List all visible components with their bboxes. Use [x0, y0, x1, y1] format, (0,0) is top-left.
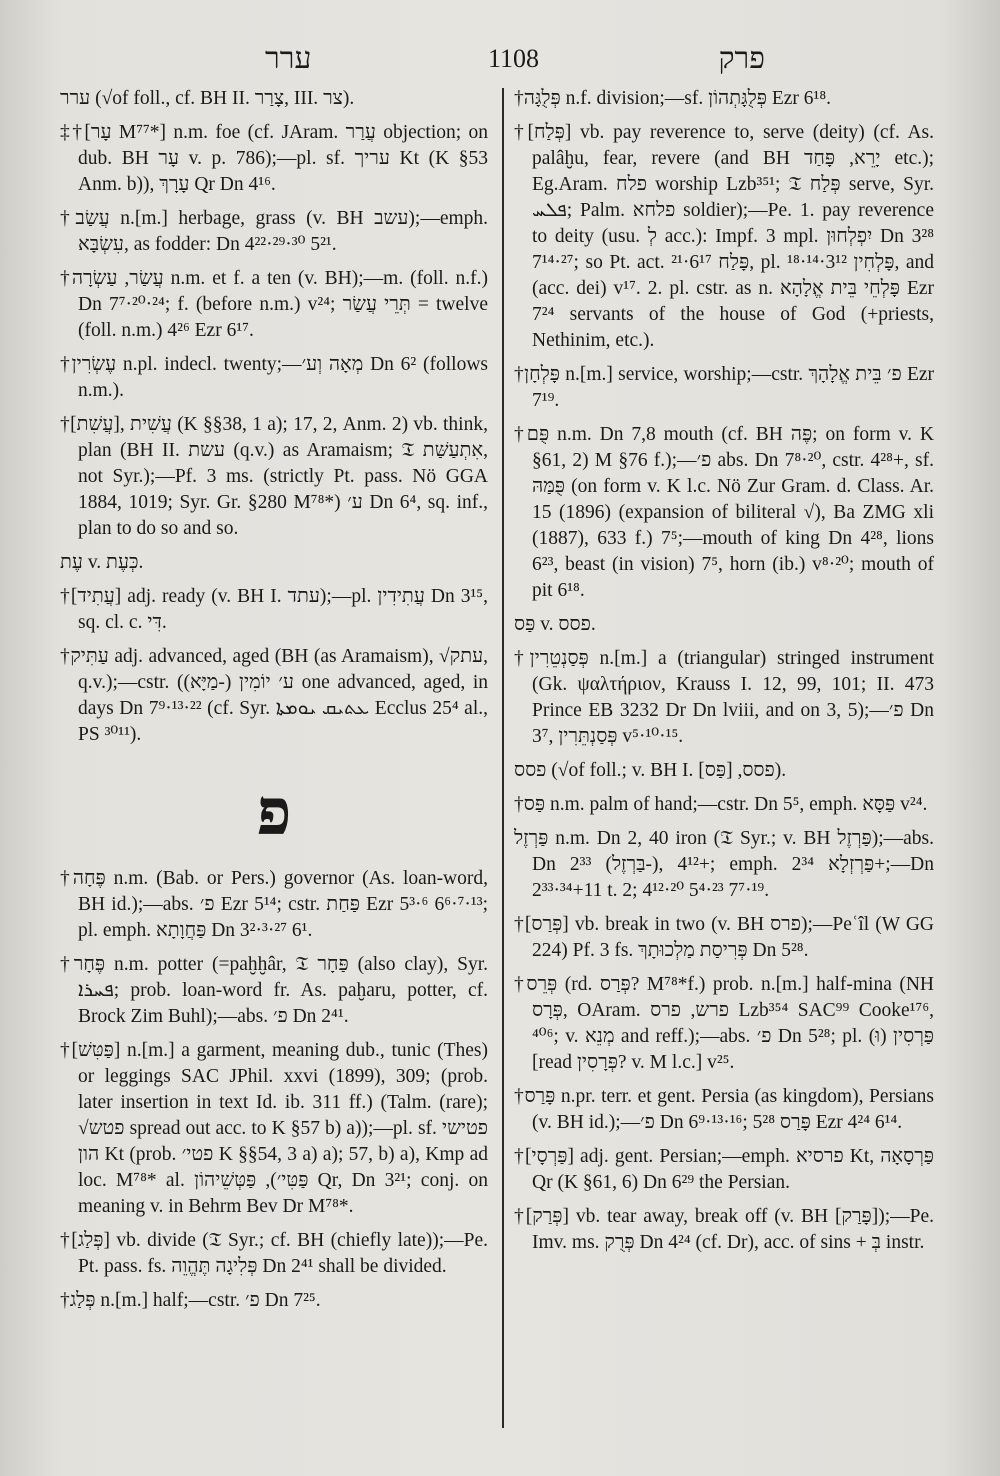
entry: פַּס v. פסס. [514, 614, 596, 635]
page-number: 1108 [488, 44, 540, 73]
header-right-word: פרק [718, 42, 765, 75]
entry: †פְּלַג n.[m.] half;—cstr. פ׳ Dn 7²⁵. [60, 1290, 321, 1311]
entry: †פְּסַנְטֵרִין n.[m.] a (triangular) stringed instrument (Gk. ψαλτήριον, Krauss I. 12, 99, 101; II. 473 Prince EB 3232 Dr Dn lviii, and on 3, 5);—פ׳ Dn 3⁷, פְּסַנְתֵּרִין v⁵·¹⁰·¹⁵. [514, 648, 934, 747]
section-letter: פ [256, 777, 292, 848]
entry: עֶת v. כְּעֶת. [60, 552, 144, 573]
entry: †[פַּרְסָי] adj. gent. Persian;—emph. פרסיא Kt, פַּרְסָאָה Qr (K §61, 6) Dn 6²⁹ the Persian. [514, 1146, 934, 1193]
entry: †[פַּטִּשׁ] n.[m.] a garment, meaning dub., tunic (Thes) or leggings SAC JPhil. xxvi (1899), 309; (prob. later insertion in text Id. ib. 311 ff.) (Talm. (rare); √פטש spread out acc. to K §57 b) a));—pl. sf. פטישי הון Kt (prob. פטי׳ K §§54, 3 a) a); 57, b) a), Kmp ad loc. M⁷⁸* al. פַּטִּי׳), פַּטְּשֵׁיהוֹן Qr, Dn 3²¹; conj. on meaning v. in Behrm Bev Dr M⁷⁸*. [60, 1040, 488, 1217]
entry: †עֲשַׂב n.[m.] herbage, grass (v. BH עשב);—emph. עִשְׂבָּא, as fodder: Dn 4²²·²⁹·³⁰ 5²¹. [60, 208, 489, 255]
entry: †[עֲתִיד] adj. ready (v. BH I. עתד);—pl. עֲתִידִין Dn 3¹⁵, sq. cl. c. דִּי. [60, 586, 488, 633]
entry: †[פְּרַס] vb. break in two (v. BH פרס);—Peʿîl (W GG 224) Pf. 3 fs. פְּרִיסַת מַלְכוּתָךְ Dn 5²⁸. [514, 914, 935, 961]
entry: †פֶּחָה n.m. (Bab. or Pers.) governor (As. loan-word, BH id.);—abs. פ׳ Ezr 5¹⁴; cstr. פַּחַת Ezr 5³·⁶ 6⁶·⁷·¹³; pl. emph. פַּחֲוָתָא Dn 3²·³·²⁷ 6¹. [60, 868, 489, 941]
header-left-word: ערר [265, 42, 312, 75]
entry: †[פְּלַח] vb. pay reverence to, serve (deity) (cf. As. palâḫu, fear, revere (and BH יָרֵא, פָּחַד etc.); Eg.Aram. פלח worship Lzb³⁵¹; 𝔗 פְּלַח serve, Syr. ܦܠܚ; Palm. פלחא soldier);—Pe. 1. pay reverence to deity (usu. לְ acc.): Impf. 3 mpl. יִפְלְחוּן Dn 3²⁸ 7¹⁴·²⁷; so Pt. act. פָּלַח 6¹⁷·²¹, pl. פָּלְחִין 3¹²·¹⁴·¹⁸, and (acc. dei) v¹⁷. 2. pl. cstr. as n. פָּלְחֵי בֵּית אֱלָהָא Ezr 7²⁴ servants of the house of God (+priests, Nethinim, etc.). [514, 122, 935, 351]
entry: †פְּלֻגָּה n.f. division;—sf. פְּלֻגָּתְהוֹן Ezr 6¹⁸. [514, 88, 832, 109]
entry: פַּרְזֶל n.m. Dn 2, 40 iron (𝔗 Syr.; v. BH פַּרְזֶל);—abs. Dn 2³³ (בַּרְזֶל-), 4¹²+; emph. פַּרְזְלָא 2³⁴+;—Dn 2³³·³⁴+11 t. 2; 4¹²·²⁰ 5⁴·²³ 7⁷·¹⁹. [514, 828, 934, 901]
entry: †פָּלְחָן n.[m.] service, worship;—cstr. פ׳ בֵּית אֱלָהָךְ Ezr 7¹⁹. [514, 364, 934, 411]
page-header [60, 42, 940, 82]
entry: †פָּרַס n.pr. terr. et gent. Persia (as kingdom), Persians (v. BH id.);—פ׳ Dn 6⁹·¹³·¹⁶; פָּרַס 5²⁸ Ezr 4²⁴ 6¹⁴. [514, 1086, 935, 1133]
entry: †פַּס n.m. palm of hand;—cstr. Dn 5⁵, emph. פַּסָּא v²⁴. [514, 794, 928, 815]
entry: †עַתִּיק adj. advanced, aged (BH (as Aramaism), √עתק, q.v.);—cstr. (ע׳ יוֹמִין (-מַיָּא) one advanced, aged, in days Dn 7⁹·¹³·²² (cf. Syr. ܥܬܝܩ ܝܘܡܬܐ Ecclus 25⁴ al., PS ³⁰¹¹). [60, 646, 489, 745]
entry: †פְּרֵס (rd. פְּרַס? M⁷⁸*f.) prob. n.[m.] half-mina (NH פְּרָס, OAram. פרש, פרס Lzb³⁵⁴ SAC⁹⁹ Cooke¹⁷⁶, ⁴⁰⁶; v. מְנֵא and reff.);—abs. פ׳ Dn 5²⁸; pl. פַּרְסִין (וּ) [read פְּרָסִין? v. M l.c.] v²⁵. [514, 974, 935, 1073]
entry: †פֻּם n.m. Dn 7,8 mouth (cf. BH פֶּה; on form v. K §61, 2) M §76 f.);—פ׳ abs. Dn 7⁸·²⁰, cstr. 4²⁸+, sf. פֻּמַּהּ (on form v. K l.c. Nö Zur Gram. d. Class. Ar. 15 (1896) (expansion of biliteral √), Ba ZMG xli (1887), 633 f.) 7⁵;—mouth of king Dn 4²⁸, lions 6²³, beast (in vision) 7⁵, horn (ib.) v⁸·²⁰; mouth of pit 6¹⁸. [514, 424, 935, 601]
entry: †עֲשַׂר, עַשְׂרָה n.m. et f. a ten (v. BH);—m. (foll. n.f.) Dn 7⁷·²⁰·²⁴; f. (before n.m.) v²⁴; תְּרֵי עֲשַׂר = twelve (foll. n.m.) 4²⁶ Ezr 6¹⁷. [60, 268, 489, 341]
left-column [60, 86, 488, 1322]
entry: †עֶשְׂרִין n.pl. indecl. twenty;—מְאָה וְע׳ Dn 6² (follows n.m.). [60, 354, 488, 401]
column-divider [502, 88, 504, 1428]
entry: †[עֲשִׁת], עֲשִׁית (K §§38, 1 a); 17, 2, Anm. 2) vb. think, plan (BH II. עשת (q.v.) as Aramaism; 𝔗 אִתְעַשַּׁת, not Syr.);—Pf. 3 ms. (strictly Pt. pass. Nö GGA 1884, 1019; Syr. Gr. §280 M⁷⁸*) ע׳ Dn 6⁴, sq. inf., plan to do so and so. [60, 414, 488, 539]
entry: ‡†[עָר M⁷⁷*] n.m. foe (cf. JAram. עֲרַר objection; on dub. BH עָר v. p. 786);—pl. sf. עריך Kt (K §53 Anm. b)), עָרָךְ Qr Dn 4¹⁶. [60, 122, 489, 195]
right-column [514, 86, 934, 1264]
entry-root: ערר (√of foll., cf. BH II. צָרַר, III. צר). [60, 88, 355, 109]
entry: †[פְּלַג] vb. divide (𝔗 Syr.; cf. BH (chiefly late));—Pe. Pt. pass. fs. פְּלִיגָה תֶּהֱוֵה Dn 2⁴¹ shall be divided. [60, 1230, 488, 1277]
entry: †[פְּרַק] vb. tear away, break off (v. BH [פָּרַק]);—Pe. Imv. ms. פְּרֻק Dn 4²⁴ (cf. Dr), acc. of sins + בְּ instr. [514, 1206, 934, 1253]
entry: †פֶּחָר n.m. potter (=paḫḫâr, 𝔗 פַּחָר (also clay), Syr. ܦܚܪܐ; prob. loan-word fr. As. paḫaru, potter, cf. Brock Zim Buhl);—abs. פ׳ Dn 2⁴¹. [60, 954, 488, 1027]
entry-root: פסס (√of foll.; v. BH I. פסס, [פַּס]). [514, 760, 787, 781]
